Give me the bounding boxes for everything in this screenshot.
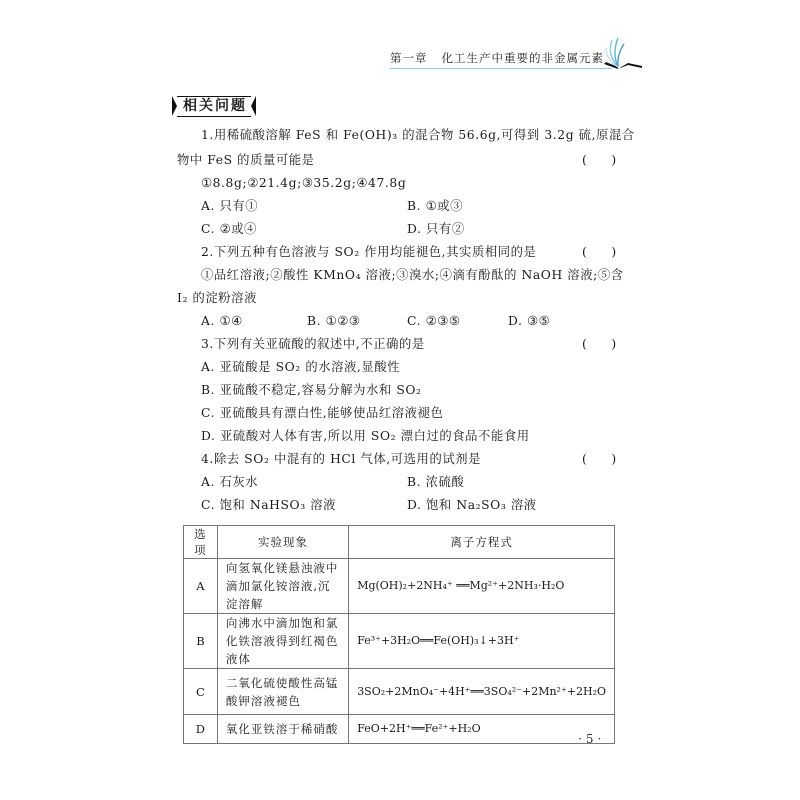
question-2-stem <box>201 243 536 261</box>
header-rule <box>390 68 612 69</box>
stem-text: 下列五种有色溶液与 SO₂ 作用均能褪色,其实质相同的是 <box>213 245 537 259</box>
question-4-stem <box>201 450 481 468</box>
row-option: B <box>184 614 218 669</box>
option-d: D. 只有② <box>407 222 465 236</box>
table-row <box>184 715 615 744</box>
question-number: 1. <box>201 128 214 142</box>
option-a: A. ①④ <box>201 314 243 328</box>
col-header-equation: 离子方程式 <box>349 526 615 559</box>
option-a: A. 只有① <box>201 199 259 213</box>
stem-text: 除去 SO₂ 中混有的 HCl 气体,可选用的试剂是 <box>213 452 482 466</box>
table-header-row <box>184 526 615 559</box>
question-2-given-cont: I₂ 的淀粉溶液 <box>177 291 257 305</box>
option-b: B. 浓硫酸 <box>407 475 465 489</box>
question-3-stem <box>201 335 425 353</box>
option-d: D. 饱和 Na₂SO₃ 溶液 <box>407 498 537 512</box>
chapter-label: 第一章 <box>390 51 428 65</box>
option-c: C. ②③⑤ <box>407 314 461 328</box>
answer-blank: ( ) <box>582 452 617 466</box>
table-row <box>184 669 615 715</box>
option-c: C. 亚硫酸具有漂白性,能够使品红溶液褪色 <box>201 406 444 420</box>
question-number: 3. <box>201 337 214 351</box>
question-number: 4. <box>201 452 214 466</box>
row-equation: Fe³⁺+3H₂O══Fe(OH)₃↓+3H⁺ <box>349 614 615 669</box>
row-phenomenon: 向氢氧化镁悬浊液中滴加氯化铵溶液,沉淀溶解 <box>217 559 348 614</box>
option-c: C. 饱和 NaHSO₃ 溶液 <box>201 498 337 512</box>
stem-text: 用稀硫酸溶解 FeS 和 Fe(OH)₃ 的混合物 56.6g,可得到 3.2g 硫,原混合 <box>213 128 635 142</box>
option-c: C. ②或④ <box>201 222 258 236</box>
question-1-stem-cont: 物中 FeS 的质量可能是 <box>177 153 315 167</box>
answer-blank: ( ) <box>582 245 617 259</box>
answer-blank: ( ) <box>582 153 617 167</box>
chapter-title: 化工生产中重要的非金属元素 <box>441 51 604 65</box>
row-option: A <box>184 559 218 614</box>
tag-right-marker <box>251 96 256 116</box>
row-option: D <box>184 715 218 744</box>
row-phenomenon: 氧化亚铁溶于稀硝酸 <box>217 715 348 744</box>
row-equation: 3SO₂+2MnO₄⁻+4H⁺══3SO₄²⁻+2Mn²⁺+2H₂O <box>349 669 615 715</box>
col-header-phenomenon: 实验现象 <box>217 526 348 559</box>
question-1-stem <box>201 126 635 144</box>
option-a: A. 石灰水 <box>201 475 259 489</box>
row-equation: FeO+2H⁺══Fe²⁺+H₂O <box>349 715 615 744</box>
option-b: B. 亚硫酸不稳定,容易分解为水和 SO₂ <box>201 383 422 397</box>
row-phenomenon: 二氧化硫使酸性高锰酸钾溶液褪色 <box>217 669 348 715</box>
question-2-given: ①品红溶液;②酸性 KMnO₄ 溶液;③溴水;④滴有酚酞的 NaOH 溶液;⑤含 <box>201 268 624 282</box>
open-book-icon <box>598 36 646 72</box>
page-number: ·5· <box>578 732 606 746</box>
table-row <box>184 559 615 614</box>
equation-table <box>183 525 615 744</box>
section-title: 相关问题 <box>177 96 251 117</box>
row-option: C <box>184 669 218 715</box>
row-phenomenon: 向沸水中滴加饱和氯化铁溶液得到红褐色液体 <box>217 614 348 669</box>
col-header-option: 选项 <box>184 526 218 559</box>
row-equation: Mg(OH)₂+2NH₄⁺ ══Mg²⁺+2NH₃·H₂O <box>349 559 615 614</box>
stem-text: 下列有关亚硫酸的叙述中,不正确的是 <box>213 337 425 351</box>
answer-blank: ( ) <box>582 337 617 351</box>
running-header <box>390 50 610 68</box>
table-row <box>184 614 615 669</box>
option-a: A. 亚硫酸是 SO₂ 的水溶液,显酸性 <box>201 360 401 374</box>
option-b: B. ①或③ <box>407 199 464 213</box>
option-b: B. ①②③ <box>307 314 361 328</box>
section-heading <box>172 95 256 117</box>
question-1-given: ①8.8g;②21.4g;③35.2g;④47.8g <box>201 176 407 190</box>
option-d: D. ③⑤ <box>508 314 551 328</box>
option-d: D. 亚硫酸对人体有害,所以用 SO₂ 漂白过的食品不能食用 <box>201 429 530 443</box>
question-number: 2. <box>201 245 214 259</box>
